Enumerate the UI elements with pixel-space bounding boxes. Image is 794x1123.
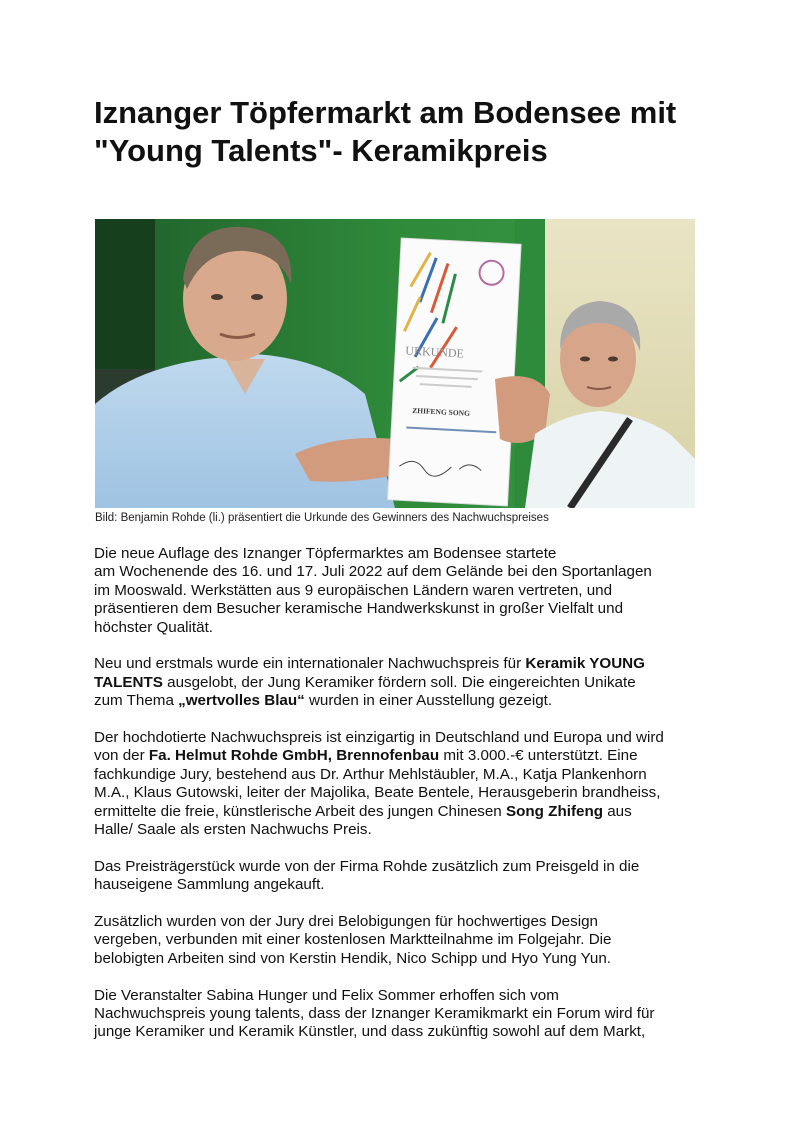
article-paragraph bbox=[94, 858, 714, 895]
article-paragraph bbox=[94, 987, 714, 1042]
text-run: zum Thema bbox=[94, 692, 179, 710]
text-run: Das Preisträgerstück wurde von der Firma Rohde zusätzlich zum Preisgeld in die bbox=[94, 857, 640, 875]
paragraph-line bbox=[94, 784, 714, 802]
paragraph-line bbox=[94, 692, 714, 710]
paragraph-line bbox=[94, 545, 714, 563]
text-run: wurden in einer Ausstellung gezeigt. bbox=[304, 692, 553, 710]
paragraph-line bbox=[94, 803, 714, 821]
paragraph-line bbox=[94, 766, 714, 784]
bold-text: Song Zhifeng bbox=[505, 802, 603, 820]
text-run: vergeben, verbunden mit einer kostenlosen Marktteilnahme im Folgejahr. Die bbox=[94, 931, 612, 949]
article-body bbox=[94, 545, 714, 1060]
paragraph-line bbox=[94, 655, 714, 673]
paragraph-line bbox=[94, 563, 714, 581]
text-run: mit 3.000.-€ unterstützt. Eine bbox=[439, 747, 638, 765]
paragraph-line bbox=[94, 1005, 714, 1023]
photo-illustration bbox=[95, 219, 695, 508]
text-run: fachkundige Jury, bestehend aus Dr. Arthur Mehlstäubler, M.A., Katja Plankenhorn bbox=[94, 765, 647, 783]
paragraph-line bbox=[94, 913, 714, 931]
text-run: Halle/ Saale als ersten Nachwuchs Preis. bbox=[94, 821, 372, 839]
bold-text: Keramik YOUNG bbox=[525, 655, 645, 673]
paragraph-line bbox=[94, 858, 714, 876]
text-run: präsentieren dem Besucher keramische Handwerkskunst in großer Vielfalt und bbox=[94, 600, 624, 618]
paragraph-line bbox=[94, 950, 714, 968]
article-title bbox=[94, 94, 734, 170]
article-title-line: Iznanger Töpfermarkt am Bodensee mit bbox=[94, 95, 677, 130]
text-run: im Mooswald. Werkstätten aus 9 europäischen Ländern waren vertreten, und bbox=[94, 581, 613, 599]
paragraph-line bbox=[94, 674, 714, 692]
paragraph-line bbox=[94, 987, 714, 1005]
paragraph-line bbox=[94, 582, 714, 600]
paragraph-line bbox=[94, 931, 714, 949]
article-paragraph bbox=[94, 545, 714, 637]
text-run: belobigten Arbeiten sind von Kerstin Hendik, Nico Schipp und Hyo Yung Yun. bbox=[94, 949, 612, 967]
article-paragraph bbox=[94, 913, 714, 968]
text-run: M.A., Klaus Gutowski, leiter der Majolika, Beate Bentele, Herausgeberin brandheiss, bbox=[94, 784, 661, 802]
photo-caption: Bild: Benjamin Rohde (li.) präsentiert die Urkunde des Gewinners des Nachwuchspreises bbox=[95, 512, 549, 524]
certificate-winner-name: ZHIFENG SONG bbox=[412, 405, 471, 418]
text-run: Der hochdotierte Nachwuchspreis ist einzigartig in Deutschland und Europa und wird bbox=[94, 729, 664, 747]
article-paragraph bbox=[94, 655, 714, 710]
certificate-heading: URKUNDE bbox=[405, 343, 465, 361]
paragraph-line bbox=[94, 729, 714, 747]
text-run: ermittelte die freie, künstlerische Arbeit des jungen Chinesen bbox=[94, 802, 506, 820]
text-run: am Wochenende des 16. und 17. Juli 2022 auf dem Gelände bei den Sportanlagen bbox=[94, 563, 652, 581]
text-run: Die neue Auflage des Iznanger Töpfermarktes am Bodensee startete bbox=[94, 545, 557, 562]
bold-text: „wertvolles Blau“ bbox=[178, 692, 305, 710]
text-run: Die Veranstalter Sabina Hunger und Felix Sommer erhoffen sich vom bbox=[94, 986, 559, 1004]
text-run: junge Keramiker und Keramik Künstler, und dass zukünftig sowohl auf dem Markt, bbox=[94, 1023, 646, 1041]
text-run: Neu und erstmals wurde ein internationaler Nachwuchspreis für bbox=[94, 655, 526, 673]
paragraph-line bbox=[94, 619, 714, 637]
paragraph-line bbox=[94, 876, 714, 894]
text-run: von der bbox=[94, 747, 149, 765]
text-run: hauseigene Sammlung angekauft. bbox=[94, 876, 325, 894]
text-run: aus bbox=[603, 802, 632, 820]
article-title-line: "Young Talents"- Keramikpreis bbox=[94, 133, 548, 168]
text-run: höchster Qualität. bbox=[94, 618, 214, 636]
text-run: ausgelobt, der Jung Keramiker fördern soll. Die eingereichten Unikate bbox=[162, 673, 636, 691]
article-paragraph bbox=[94, 729, 714, 839]
bold-text: TALENTS bbox=[94, 673, 163, 691]
paragraph-line bbox=[94, 821, 714, 839]
paragraph-line bbox=[94, 600, 714, 618]
text-run: Zusätzlich wurden von der Jury drei Belobigungen für hochwertiges Design bbox=[94, 913, 598, 931]
paragraph-line bbox=[94, 747, 714, 765]
text-run: Nachwuchspreis young talents, dass der Iznanger Keramikmarkt ein Forum wird für bbox=[94, 1005, 655, 1023]
article-photo bbox=[95, 219, 695, 508]
bold-text: Fa. Helmut Rohde GmbH, Brennofenbau bbox=[148, 747, 440, 765]
paragraph-line bbox=[94, 1023, 714, 1041]
